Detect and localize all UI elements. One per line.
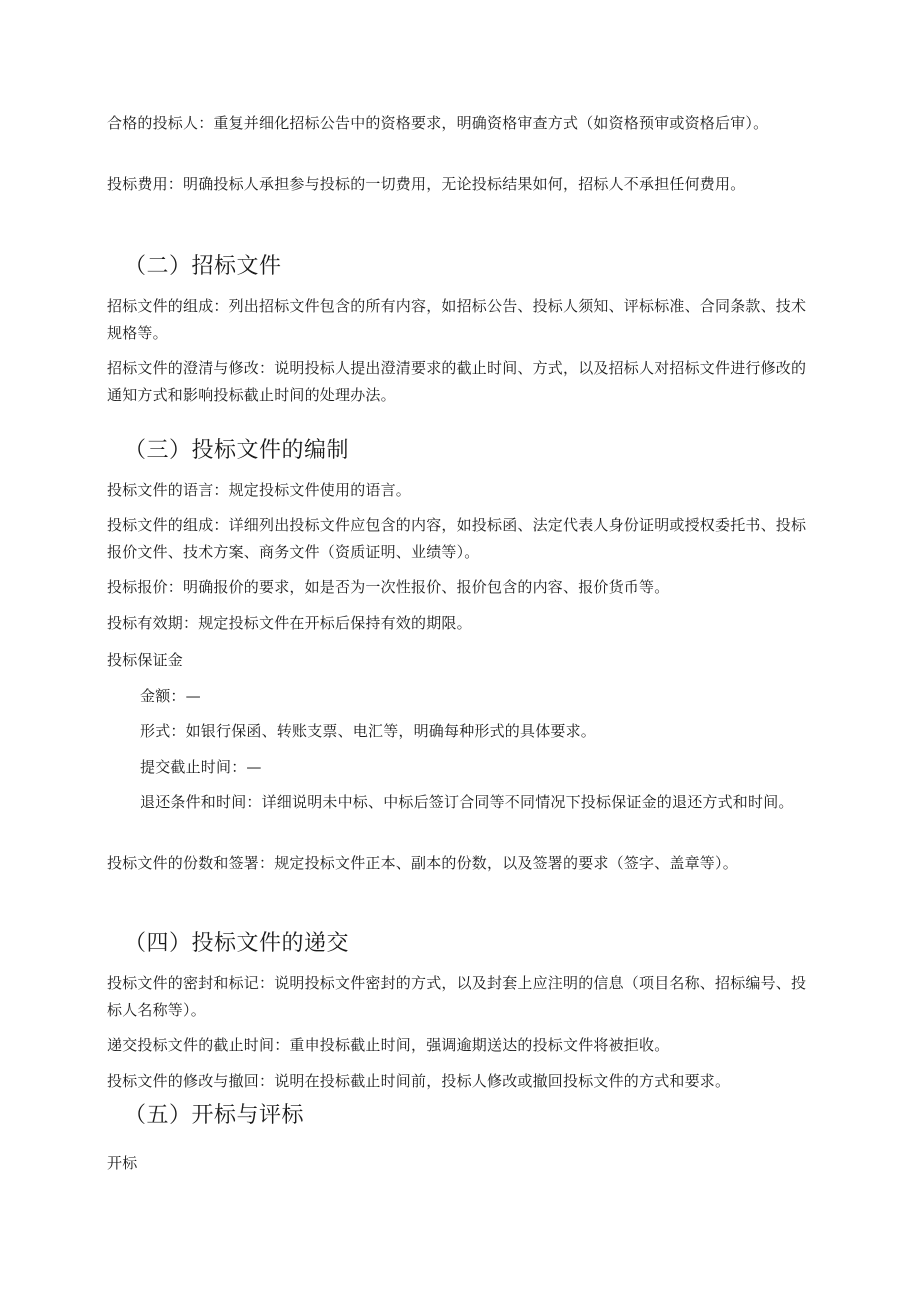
- paragraph-bid-validity: 投标有效期：规定投标文件在开标后保持有效的期限。: [107, 614, 472, 632]
- bond-item-amount: 金额：—: [140, 687, 201, 705]
- section-heading-tender-documents: （二）招标文件: [124, 254, 282, 279]
- paragraph-modification-withdrawal: 投标文件的修改与撤回：说明在投标截止时间前，投标人修改或撤回投标文件的方式和要求。: [107, 1072, 731, 1090]
- paragraph-qualified-bidder: 合格的投标人：重复并细化招标公告中的资格要求，明确资格审查方式（如资格预审或资格后审）。: [107, 114, 769, 132]
- paragraph-bid-price: 投标报价：明确报价的要求，如是否为一次性报价、报价包含的内容、报价货币等。: [107, 578, 670, 596]
- section-heading-bid-preparation: （三）投标文件的编制: [124, 438, 350, 463]
- paragraph-submission-deadline: 递交投标文件的截止时间：重申投标截止时间，强调逾期送达的投标文件将被拒收。: [107, 1036, 670, 1054]
- section-heading-opening-evaluation: （五）开标与评标: [124, 1103, 305, 1128]
- bond-item-refund: 退还条件和时间：详细说明未中标、中标后签订合同等不同情况下投标保证金的退还方式和时间。: [140, 793, 794, 811]
- paragraph-sealing-marking: 投标文件的密封和标记：说明投标文件密封的方式，以及封套上应注明的信息（项目名称、招标编号、投标人名称等）。: [107, 974, 807, 1019]
- paragraph-bid-cost: 投标费用：明确投标人承担参与投标的一切费用，无论投标结果如何，招标人不承担任何费用。: [107, 175, 746, 193]
- paragraph-bid-composition: 投标文件的组成：详细列出投标文件应包含的内容，如投标函、法定代表人身份证明或授权委托书、投标报价文件、技术方案、商务文件（资质证明、业绩等）。: [107, 516, 807, 561]
- paragraph-bid-language: 投标文件的语言：规定投标文件使用的语言。: [107, 481, 412, 499]
- section-heading-bid-submission: （四）投标文件的递交: [124, 931, 350, 956]
- bond-item-deadline: 提交截止时间：—: [140, 758, 262, 776]
- paragraph-copies-signature: 投标文件的份数和签署：规定投标文件正本、副本的份数，以及签署的要求（签字、盖章等）。: [107, 854, 738, 872]
- paragraph-tender-doc-composition: 招标文件的组成：列出招标文件包含的所有内容，如招标公告、投标人须知、评标标准、合同条款、技术规格等。: [107, 297, 807, 342]
- paragraph-tender-doc-clarification: 招标文件的澄清与修改：说明投标人提出澄清要求的截止时间、方式，以及招标人对招标文件进行修改的通知方式和影响投标截止时间的处理办法。: [107, 359, 807, 404]
- paragraph-bid-opening: 开标: [107, 1154, 138, 1172]
- bond-item-form: 形式：如银行保函、转账支票、电汇等，明确每种形式的具体要求。: [140, 722, 597, 740]
- paragraph-bid-bond: 投标保证金: [107, 651, 184, 669]
